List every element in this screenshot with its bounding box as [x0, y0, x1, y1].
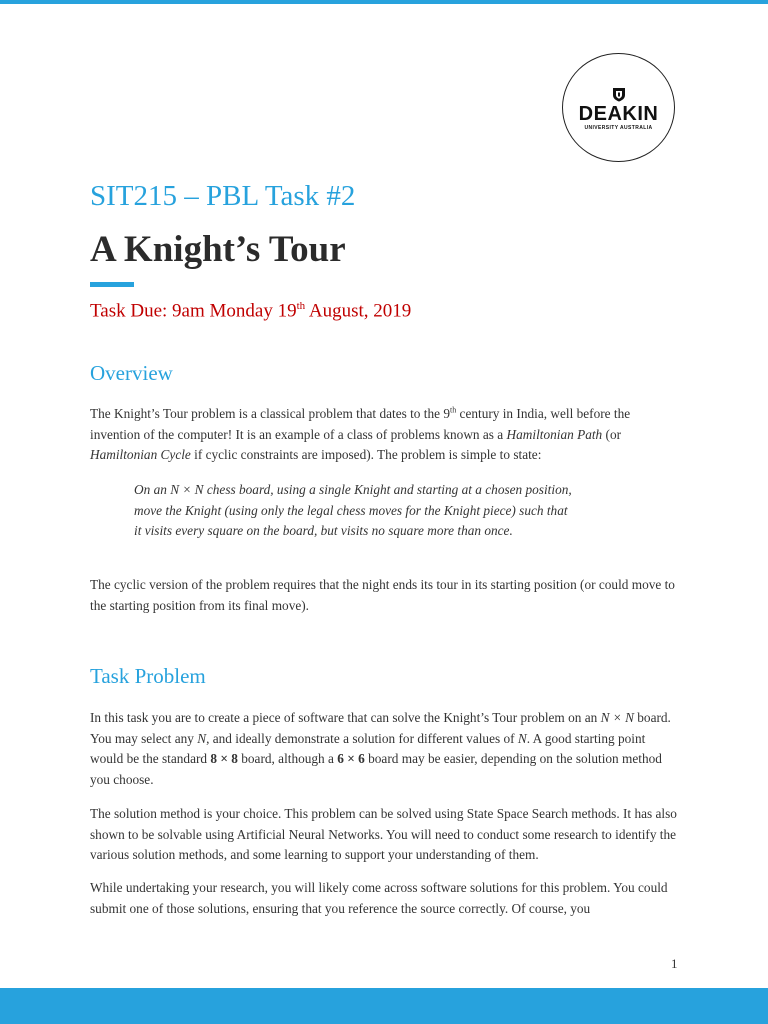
- page-number: 1: [671, 956, 678, 971]
- logo-wordmark: DEAKIN: [578, 102, 659, 125]
- task-paragraph-2: The solution method is your choice. This problem can be solved using State Space Search methods. It has also shown to be solvable using Artificial Neural Networks. You will need to conduct some research to identify the various solution methods, and some learning to support your understanding of them.: [90, 806, 677, 863]
- logo-subline: UNIVERSITY AUSTRALIA: [584, 124, 653, 131]
- task-problem-heading: Task Problem: [90, 664, 206, 688]
- top-accent-rule: [0, 0, 768, 4]
- overview-heading: Overview: [90, 361, 173, 385]
- task-paragraph-3: While undertaking your research, you will likely come across software solutions for this problem. You could submit one of those solutions, ensuring that you reference the source correctly. Of course, you: [90, 880, 668, 916]
- overview-paragraph-2: The cyclic version of the problem requires that the night ends its tour in its starting position (or could move to the starting position from its final move).: [90, 577, 675, 613]
- crest-icon: [612, 87, 626, 102]
- deakin-logo: [562, 53, 675, 162]
- overview-paragraph-1: The Knight’s Tour problem is a classical problem that dates to the 9th century in India, well before the invention of the computer! It is an example of a class of problems known as a Hamiltonian Path (or Hamiltonian Cycle if cyclic constraints are imposed). The problem is simple to state:: [90, 405, 631, 463]
- document-title: A Knight’s Tour: [90, 229, 346, 270]
- problem-statement-quote: On an N × N chess board, using a single Knight and starting at a chosen position, move the Knight (using only the legal chess moves for the Knight piece) such that it visits every square on the board, but visits no square more than once.: [134, 482, 572, 539]
- bottom-accent-band: [0, 988, 768, 1024]
- unit-title: SIT215 – PBL Task #2: [90, 180, 356, 212]
- task-due-date: Task Due: 9am Monday 19th August, 2019: [90, 300, 412, 322]
- task-paragraph-1: In this task you are to create a piece of software that can solve the Knight’s Tour problem on an N × N board. You may select any N, and ideally demonstrate a solution for different values of N. A good starting point would be the standard 8 × 8 board, although a 6 × 6 board may be easier, depending on the solution method you choose.: [90, 710, 671, 787]
- title-accent-bar: [90, 282, 134, 287]
